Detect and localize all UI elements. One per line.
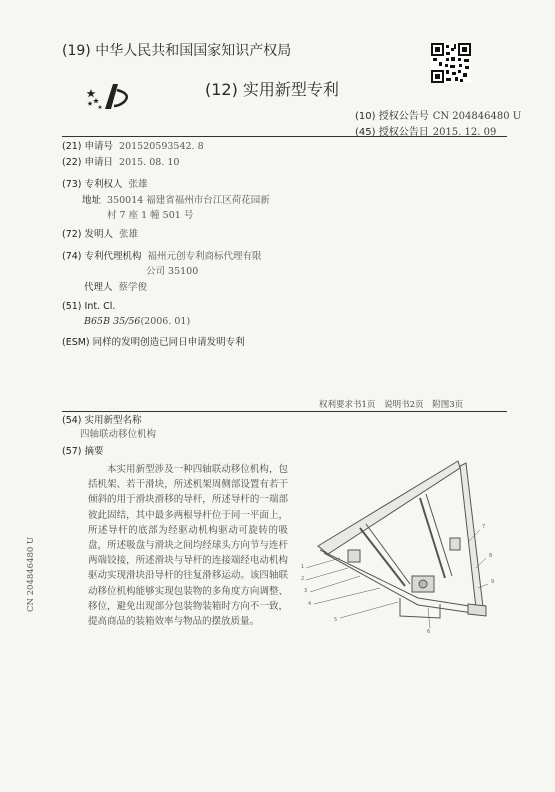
svg-text:2: 2 (301, 576, 305, 582)
agent-row: 代理人 蔡学俊 (84, 282, 148, 293)
int-cl-code: B65B 35/56 (84, 316, 141, 327)
agency-line-1: 福州元创专利商标代理有限 (147, 251, 262, 262)
int-cl-year: (2006. 01) (140, 316, 191, 327)
application-number-row: (21) 申请号 201520593542. 8 (62, 141, 204, 152)
esm-note: (ESM) 同样的发明创造已同日申请发明专利 (62, 337, 245, 348)
section-divider (62, 411, 507, 412)
side-publication-number: CN 204846480 U (26, 536, 36, 612)
utility-model-title: 四轴联动移位机构 (80, 429, 157, 440)
publication-number-label: (10) 授权公告号 (355, 111, 429, 122)
inventor-row: (72) 发明人 张雄 (62, 229, 139, 240)
filing-date-row: (22) 申请日 2015. 08. 10 (62, 157, 180, 168)
int-cl-row (84, 314, 190, 329)
svg-text:3: 3 (304, 588, 308, 594)
publication-date: 2015. 12. 09 (432, 127, 497, 138)
abstract-text: 本实用新型涉及一种四轴联动移位机构，包括机架、若干滑块，所述机架周侧部设置有若干倾斜的用于滑块滑移的导杆，所述导杆的一端部彼此固结，其中最多两根导杆位于同一平面上，所述导杆的底部为经驱动机构驱动可旋转的吸盘，所述吸盘与滑块之间均经球头方向节与连杆两端铰接，所述滑块与导杆的连接端经电动机构驱动实现滑块沿导杆的往复滑移运动。该四轴联动移位机构能够实现包装物的多角度方向调整、移位，避免出现部分包装物装箱时方向不一致，提高商品的装箱效率与物品的摆放质量。 (88, 464, 288, 628)
publication-number-row (355, 107, 521, 122)
cnipa-logo-icon (86, 82, 134, 110)
abstract-drawing (300, 458, 500, 634)
svg-text:1: 1 (301, 564, 305, 570)
address-line-2: 村 7 座 1 幢 501 号 (107, 210, 194, 221)
svg-text:8: 8 (489, 553, 493, 559)
svg-text:6: 6 (427, 629, 431, 634)
filing-date: 2015. 08. 10 (119, 157, 180, 168)
header-divider (62, 136, 507, 137)
address-row: 地址 350014 福建省福州市台江区荷花园新 (82, 195, 270, 206)
qr-code-icon (431, 43, 471, 83)
agency-row: (74) 专利代理机构 福州元创专利商标代理有限 (62, 251, 262, 262)
svg-text:9: 9 (491, 579, 495, 585)
publication-date-label: (45) 授权公告日 (355, 127, 429, 138)
int-cl-label: (51) Int. Cl. (62, 301, 116, 312)
address-line-1: 350014 福建省福州市台江区荷花园新 (107, 195, 270, 206)
issuing-office: (19) 中华人民共和国国家知识产权局 (62, 43, 292, 59)
application-number: 201520593542. 8 (119, 141, 204, 152)
patentee: 张雄 (128, 179, 148, 190)
utility-model-name-label: (54) 实用新型名称 (62, 415, 142, 426)
agent: 蔡学俊 (118, 282, 148, 293)
inventor: 张雄 (119, 229, 139, 240)
svg-text:4: 4 (308, 601, 312, 607)
agency-line-2: 公司 35100 (146, 266, 199, 277)
abstract-label: (57) 摘要 (62, 446, 104, 457)
patent-type: (12) 实用新型专利 (205, 80, 339, 99)
page-counts: 权利要求书1页 说明书2页 附图3页 (319, 400, 464, 410)
patentee-row: (73) 专利权人 张雄 (62, 179, 148, 190)
publication-number: CN 204846480 U (432, 111, 522, 122)
svg-text:5: 5 (334, 617, 338, 623)
svg-text:7: 7 (482, 524, 486, 530)
